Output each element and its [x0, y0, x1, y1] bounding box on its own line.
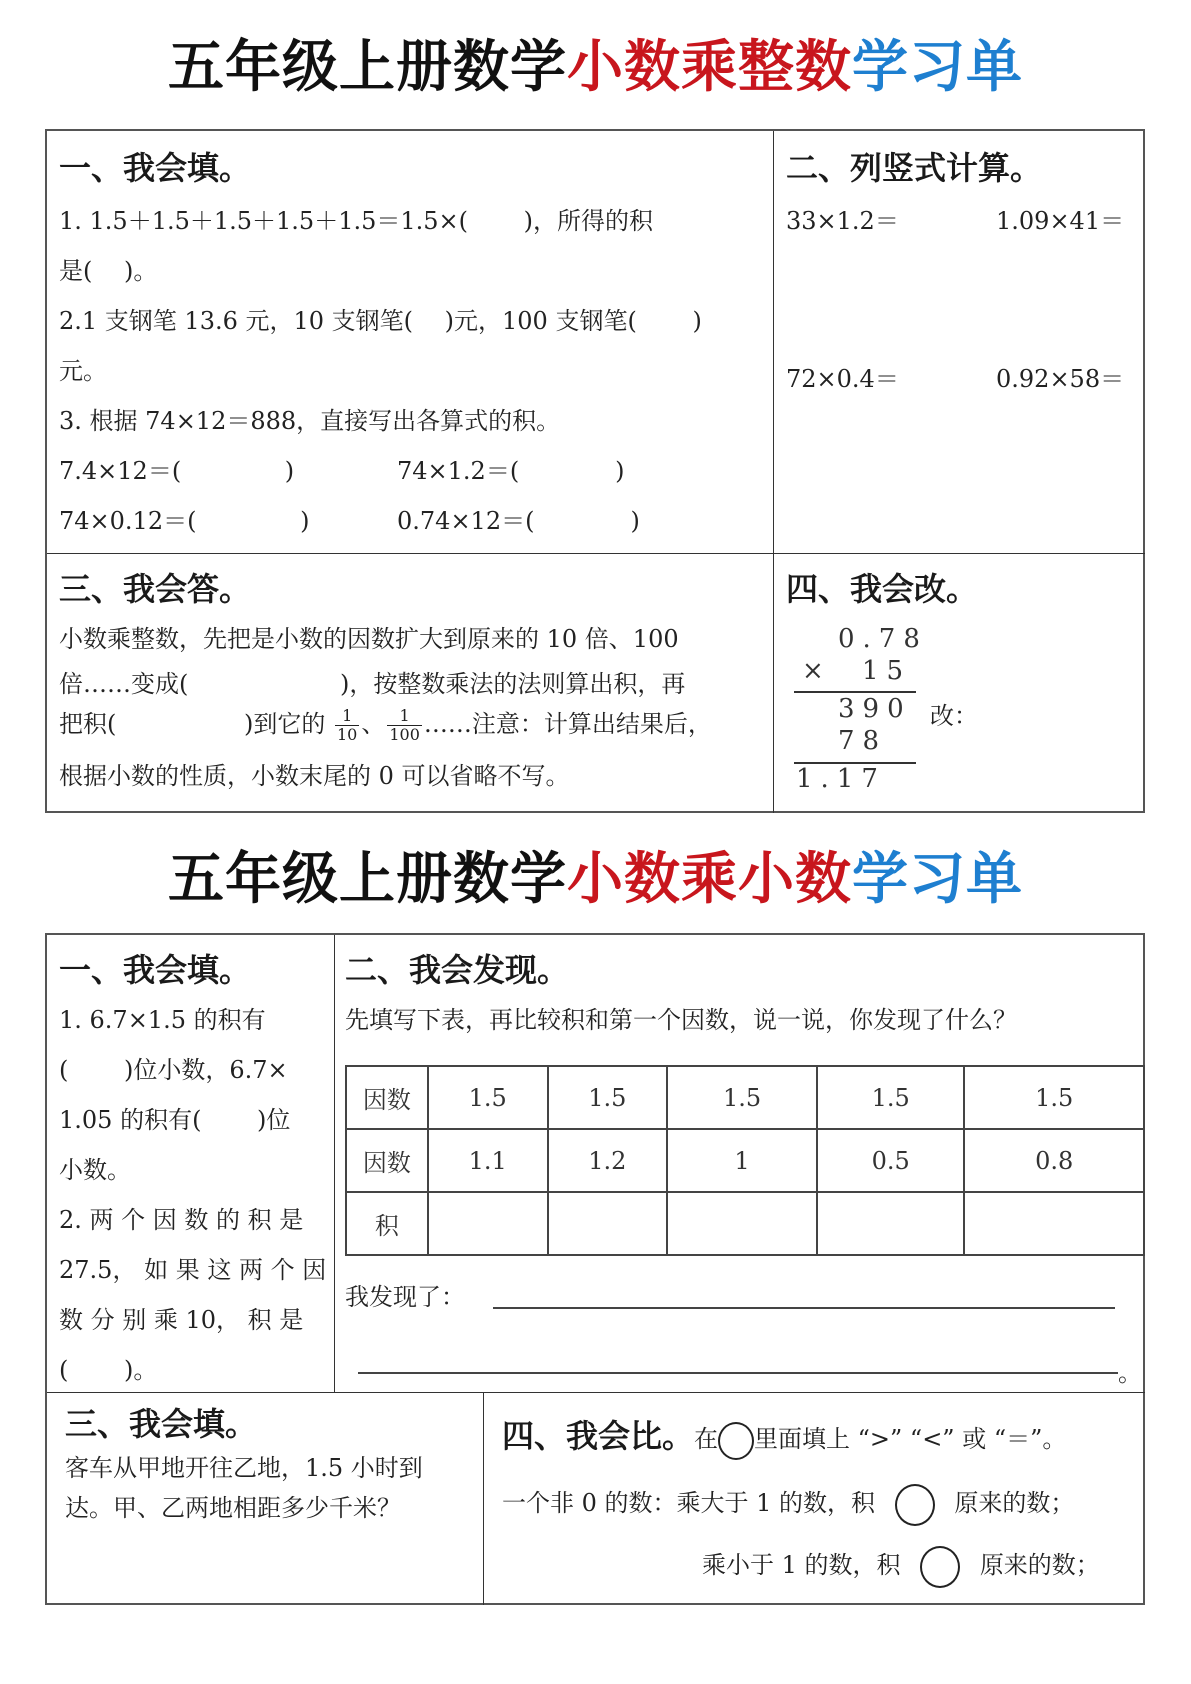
- ws2-section-discover: [335, 935, 1145, 1392]
- answer-line-3-post: ……注意：计算出结果后，: [423, 710, 712, 738]
- section-heading: 一、我会填。: [59, 951, 252, 989]
- table-row-product: [346, 1192, 1144, 1255]
- answer-line-1: 小数乘整数，先把是小数的因数扩大到原来的 10 倍、100: [59, 625, 679, 653]
- worksheet1-title: [0, 35, 1191, 100]
- table-cell: 1.5: [667, 1066, 817, 1129]
- worksheet1-sheet: [45, 129, 1145, 813]
- instruction-post: 里面填上 “>” “<” 或 “＝”。: [754, 1425, 1067, 1453]
- product-input-cell[interactable]: [428, 1192, 548, 1255]
- worksheet2-title: [0, 847, 1191, 912]
- section-heading: 三、我会填。: [65, 1405, 258, 1443]
- fill-line: ( )位小数，6.7×: [59, 1056, 288, 1084]
- section-heading: 四、我会改。: [786, 570, 979, 608]
- table-cell: 1.5: [548, 1066, 668, 1129]
- calc-problem: 1.09×41＝: [996, 207, 1125, 235]
- ws1-section-fill: [47, 131, 773, 553]
- discovery-label: 我发现了：: [345, 1283, 465, 1311]
- fraction-one-tenth: $\frac{1}{10}$: [337, 706, 358, 744]
- fraction-separator: 、: [361, 710, 386, 738]
- section-heading: 二、列竖式计算。: [786, 149, 1043, 187]
- ws1-section-answer: [47, 554, 773, 813]
- product-input-cell[interactable]: [548, 1192, 668, 1255]
- fill-line: 数 分 别 乘 10， 积 是: [59, 1306, 304, 1334]
- question-1-line-2: 是( )。: [59, 257, 158, 285]
- product-input-cell[interactable]: [964, 1192, 1144, 1255]
- answer-line-2: 倍……变成( )，按整数乘法的法则算出积，再: [59, 670, 686, 698]
- question-3-line-1: 3. 根据 74×12＝888，直接写出各算式的积。: [59, 407, 561, 435]
- fix-label: 改：: [930, 702, 978, 730]
- calc-rule: [794, 691, 916, 693]
- ws1-section-vertical-calc: [774, 131, 1145, 553]
- calc-row-4: 78: [838, 726, 888, 756]
- compare-line-1: [502, 1483, 1074, 1526]
- product-input-cell[interactable]: [667, 1192, 817, 1255]
- answer-line-3-pre: 把积( )到它的: [59, 710, 326, 738]
- product-input-cell[interactable]: [817, 1192, 965, 1255]
- compare-line-1-pre: 一个非 0 的数：乘大于 1 的数，积: [502, 1489, 876, 1517]
- row-label: 因数: [346, 1066, 428, 1129]
- table-row-factor-1: [346, 1066, 1144, 1129]
- title-topic: 小数乘小数: [567, 847, 852, 912]
- compare-line-2-post: 原来的数；: [979, 1551, 1100, 1579]
- title-suffix: 学习单: [852, 35, 1023, 100]
- word-problem-line-1: 客车从甲地开往乙地，1.5 小时到: [65, 1454, 423, 1482]
- compare-header: [502, 1411, 1066, 1460]
- ws1-section-correct: [774, 554, 1145, 813]
- calc-problem: 33×1.2＝: [786, 207, 899, 235]
- discovery-answer-line-2[interactable]: [358, 1372, 1118, 1374]
- table-cell: 0.8: [964, 1129, 1144, 1192]
- discover-table: [345, 1065, 1145, 1256]
- title-topic: 小数乘整数: [567, 35, 852, 100]
- worksheet2-sheet: [45, 933, 1145, 1605]
- question-2-line-1: 2.1 支钢笔 13.6 元，10 支钢笔( )元，100 支钢笔( ): [59, 307, 702, 335]
- compare-answer-circle-1[interactable]: [895, 1484, 935, 1526]
- calc-result: 1.17: [796, 764, 886, 794]
- fill-line: ( )。: [59, 1356, 158, 1384]
- fraction-one-hundredth: $\frac{1}{100}$: [389, 706, 420, 744]
- section-heading: 二、我会发现。: [345, 951, 570, 989]
- row-label: 积: [346, 1192, 428, 1255]
- fill-line: 2. 两 个 因 数 的 积 是: [59, 1206, 304, 1234]
- question-2-line-2: 元。: [59, 357, 107, 385]
- table-cell: 1: [667, 1129, 817, 1192]
- table-cell: 1.1: [428, 1129, 548, 1192]
- question-3-item: 0.74×12＝( ): [397, 507, 640, 535]
- compare-answer-circle-2[interactable]: [920, 1546, 960, 1588]
- calc-problem: 0.92×58＝: [996, 365, 1125, 393]
- row-label: 因数: [346, 1129, 428, 1192]
- ws2-section-word-problem: [47, 1393, 483, 1605]
- question-3-item: 7.4×12＝( ): [59, 457, 295, 485]
- fill-line: 1.05 的积有( )位: [59, 1106, 291, 1134]
- discovery-answer-line-1[interactable]: [493, 1307, 1115, 1309]
- title-grade: 五年级上册数学: [168, 35, 567, 100]
- question-3-item: 74×1.2＝( ): [397, 457, 625, 485]
- ws2-section-compare: [484, 1393, 1145, 1605]
- calc-row-1: 0.78: [838, 624, 928, 654]
- word-problem-line-2: 达。甲、乙两地相距多少千米？: [65, 1494, 401, 1522]
- fill-line: 27.5， 如 果 这 两 个 因: [59, 1256, 327, 1284]
- instruction-pre: 在: [694, 1425, 719, 1453]
- discovery-end-mark: 。: [1118, 1359, 1142, 1387]
- table-row-factor-2: [346, 1129, 1144, 1192]
- title-grade: 五年级上册数学: [168, 847, 567, 912]
- compare-line-1-post: 原来的数；: [954, 1489, 1075, 1517]
- question-1-line-1: 1. 1.5＋1.5＋1.5＋1.5＋1.5＝1.5×( )，所得的积: [59, 207, 653, 235]
- answer-line-3: [59, 704, 712, 744]
- discover-instruction: 先填写下表，再比较积和第一个因数，说一说，你发现了什么？: [345, 1006, 1017, 1034]
- table-cell: 1.5: [964, 1066, 1144, 1129]
- calc-multiply-sign: ×: [802, 656, 832, 686]
- section-heading: 一、我会填。: [59, 149, 252, 187]
- fill-line: 1. 6.7×1.5 的积有: [59, 1006, 266, 1034]
- circle-icon: [718, 1422, 754, 1460]
- title-suffix: 学习单: [852, 847, 1023, 912]
- table-cell: 0.5: [817, 1129, 965, 1192]
- calc-row-2: 15: [862, 656, 912, 686]
- table-cell: 1.5: [817, 1066, 965, 1129]
- table-cell: 1.5: [428, 1066, 548, 1129]
- calc-row-3: 390: [838, 694, 912, 724]
- answer-line-4: 根据小数的性质，小数末尾的 0 可以省略不写。: [59, 762, 570, 790]
- question-3-item: 74×0.12＝( ): [59, 507, 310, 535]
- section-heading: 三、我会答。: [59, 570, 252, 608]
- compare-line-2-pre: 乘小于 1 的数，积: [702, 1551, 901, 1579]
- compare-line-2: [702, 1545, 1100, 1588]
- calc-problem: 72×0.4＝: [786, 365, 899, 393]
- section-heading: 四、我会比。: [502, 1417, 695, 1455]
- ws2-section-fill: [47, 935, 334, 1392]
- fill-line: 小数。: [59, 1156, 131, 1184]
- table-cell: 1.2: [548, 1129, 668, 1192]
